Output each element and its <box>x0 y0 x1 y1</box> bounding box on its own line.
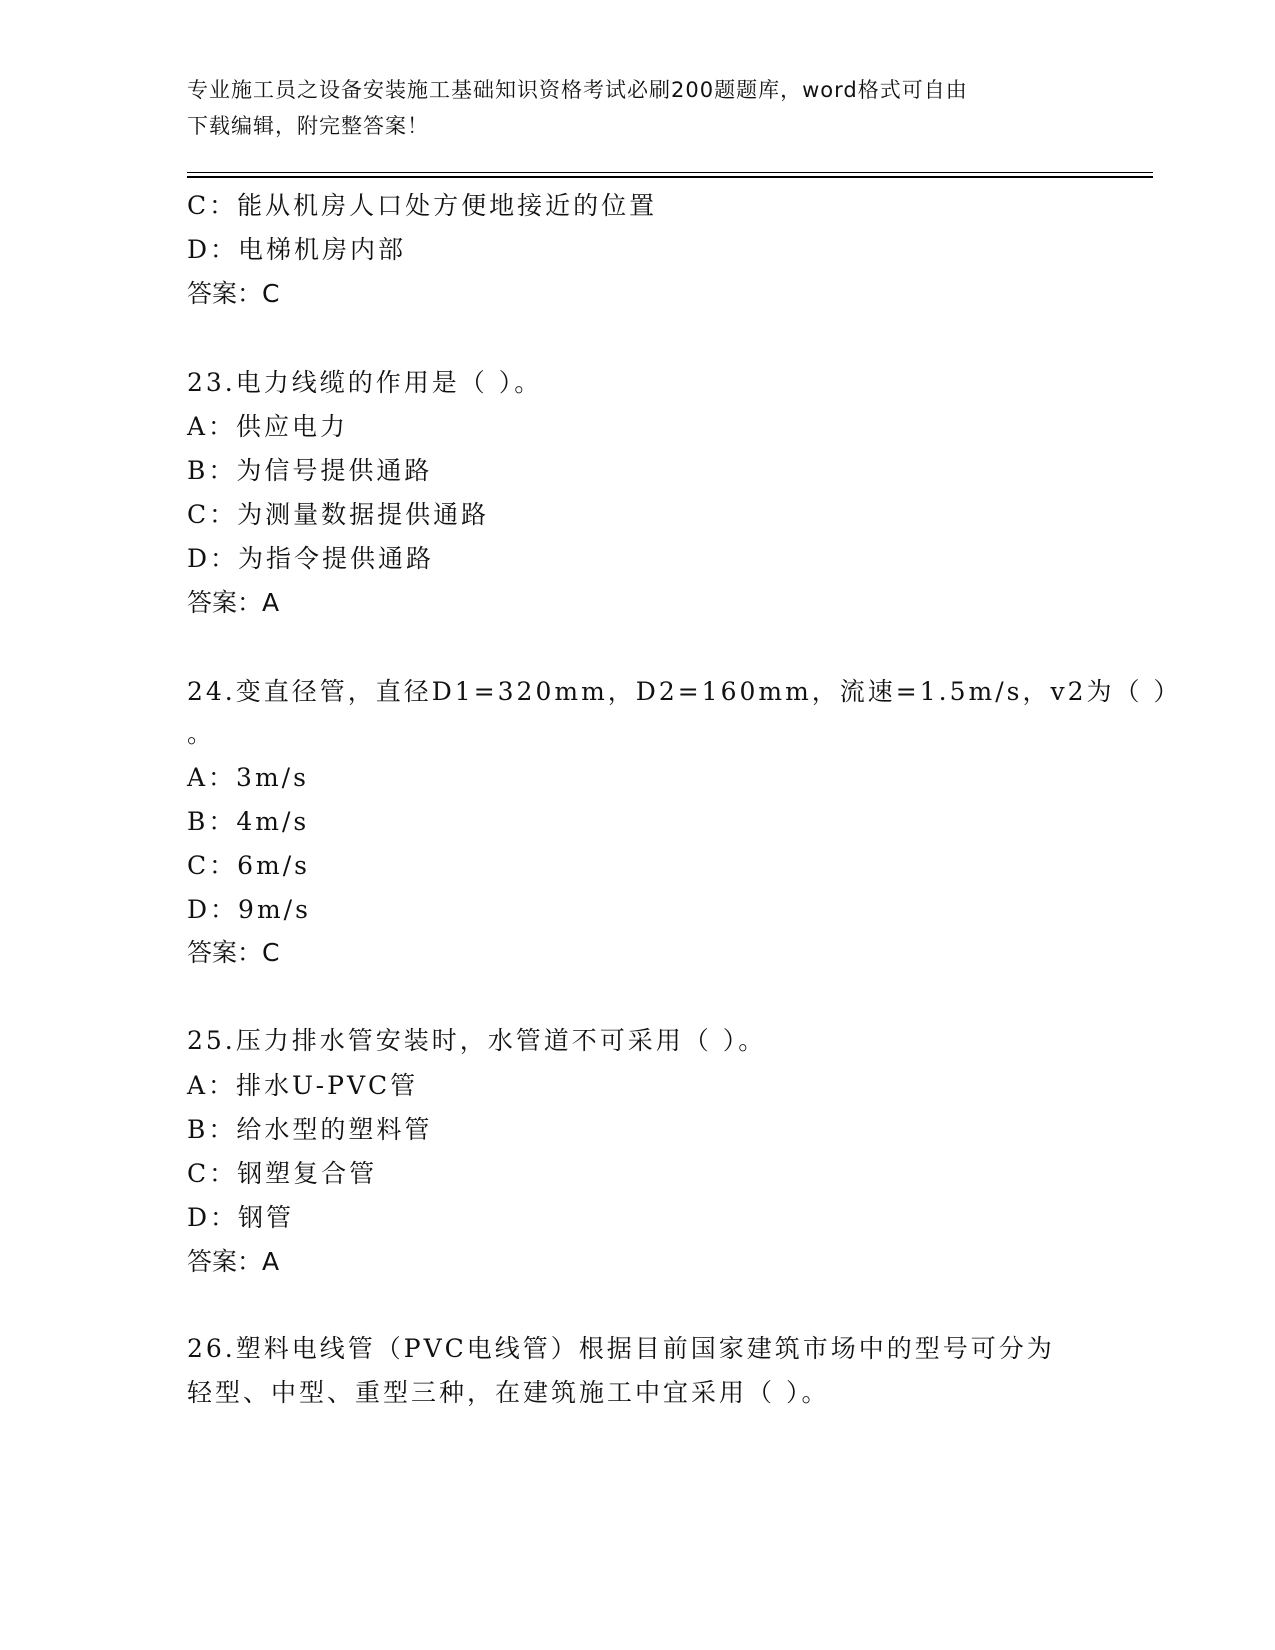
q24-question-line-1: 24.变直径管，直径D1=320mm，D2=160mm，流速=1.5m/s，v2为（ ） <box>187 677 1182 706</box>
q23-question: 23.电力线缆的作用是（ ）。 <box>187 368 543 397</box>
q22-answer: 答案：C <box>187 279 280 308</box>
q23-option-d: D：为指令提供通路 <box>187 544 435 573</box>
q25-option-b: B：给水型的塑料管 <box>187 1115 433 1144</box>
q26-question-line-2: 轻型、中型、重型三种，在建筑施工中宜采用（ ）。 <box>187 1378 830 1407</box>
header-line-2: 下载编辑，附完整答案！ <box>187 114 429 138</box>
q25-option-c: C：钢塑复合管 <box>187 1159 378 1188</box>
q24-option-a: A：3m/s <box>187 763 309 792</box>
q23-option-a: A：供应电力 <box>187 412 349 441</box>
q25-option-a: A：排水U-PVC管 <box>187 1071 419 1100</box>
document-header <box>187 72 1067 144</box>
q26-question-line-1: 26.塑料电线管（PVC电线管）根据目前国家建筑市场中的型号可分为 <box>187 1334 1055 1363</box>
q25-question: 25.压力排水管安装时，水管道不可采用（ ）。 <box>187 1026 767 1055</box>
q25-option-d: D：钢管 <box>187 1203 295 1232</box>
q24-option-d: D：9m/s <box>187 895 311 924</box>
q23-option-c: C：为测量数据提供通路 <box>187 500 490 529</box>
q24-question-line-2: 。 <box>187 719 216 748</box>
header-line-1: 专业施工员之设备安装施工基础知识资格考试必刷200题题库，word格式可自由 <box>187 78 968 102</box>
q22-option-d: D：电梯机房内部 <box>187 235 407 264</box>
q23-option-b: B：为信号提供通路 <box>187 456 433 485</box>
q24-option-c: C：6m/s <box>187 851 310 880</box>
q25-answer: 答案：A <box>187 1247 280 1276</box>
q22-option-c: C：能从机房人口处方便地接近的位置 <box>187 191 658 220</box>
q23-answer: 答案：A <box>187 588 280 617</box>
header-rule-top <box>187 172 1153 173</box>
q24-answer: 答案：C <box>187 938 280 967</box>
q24-option-b: B：4m/s <box>187 807 310 836</box>
header-rule-bottom <box>187 176 1153 178</box>
